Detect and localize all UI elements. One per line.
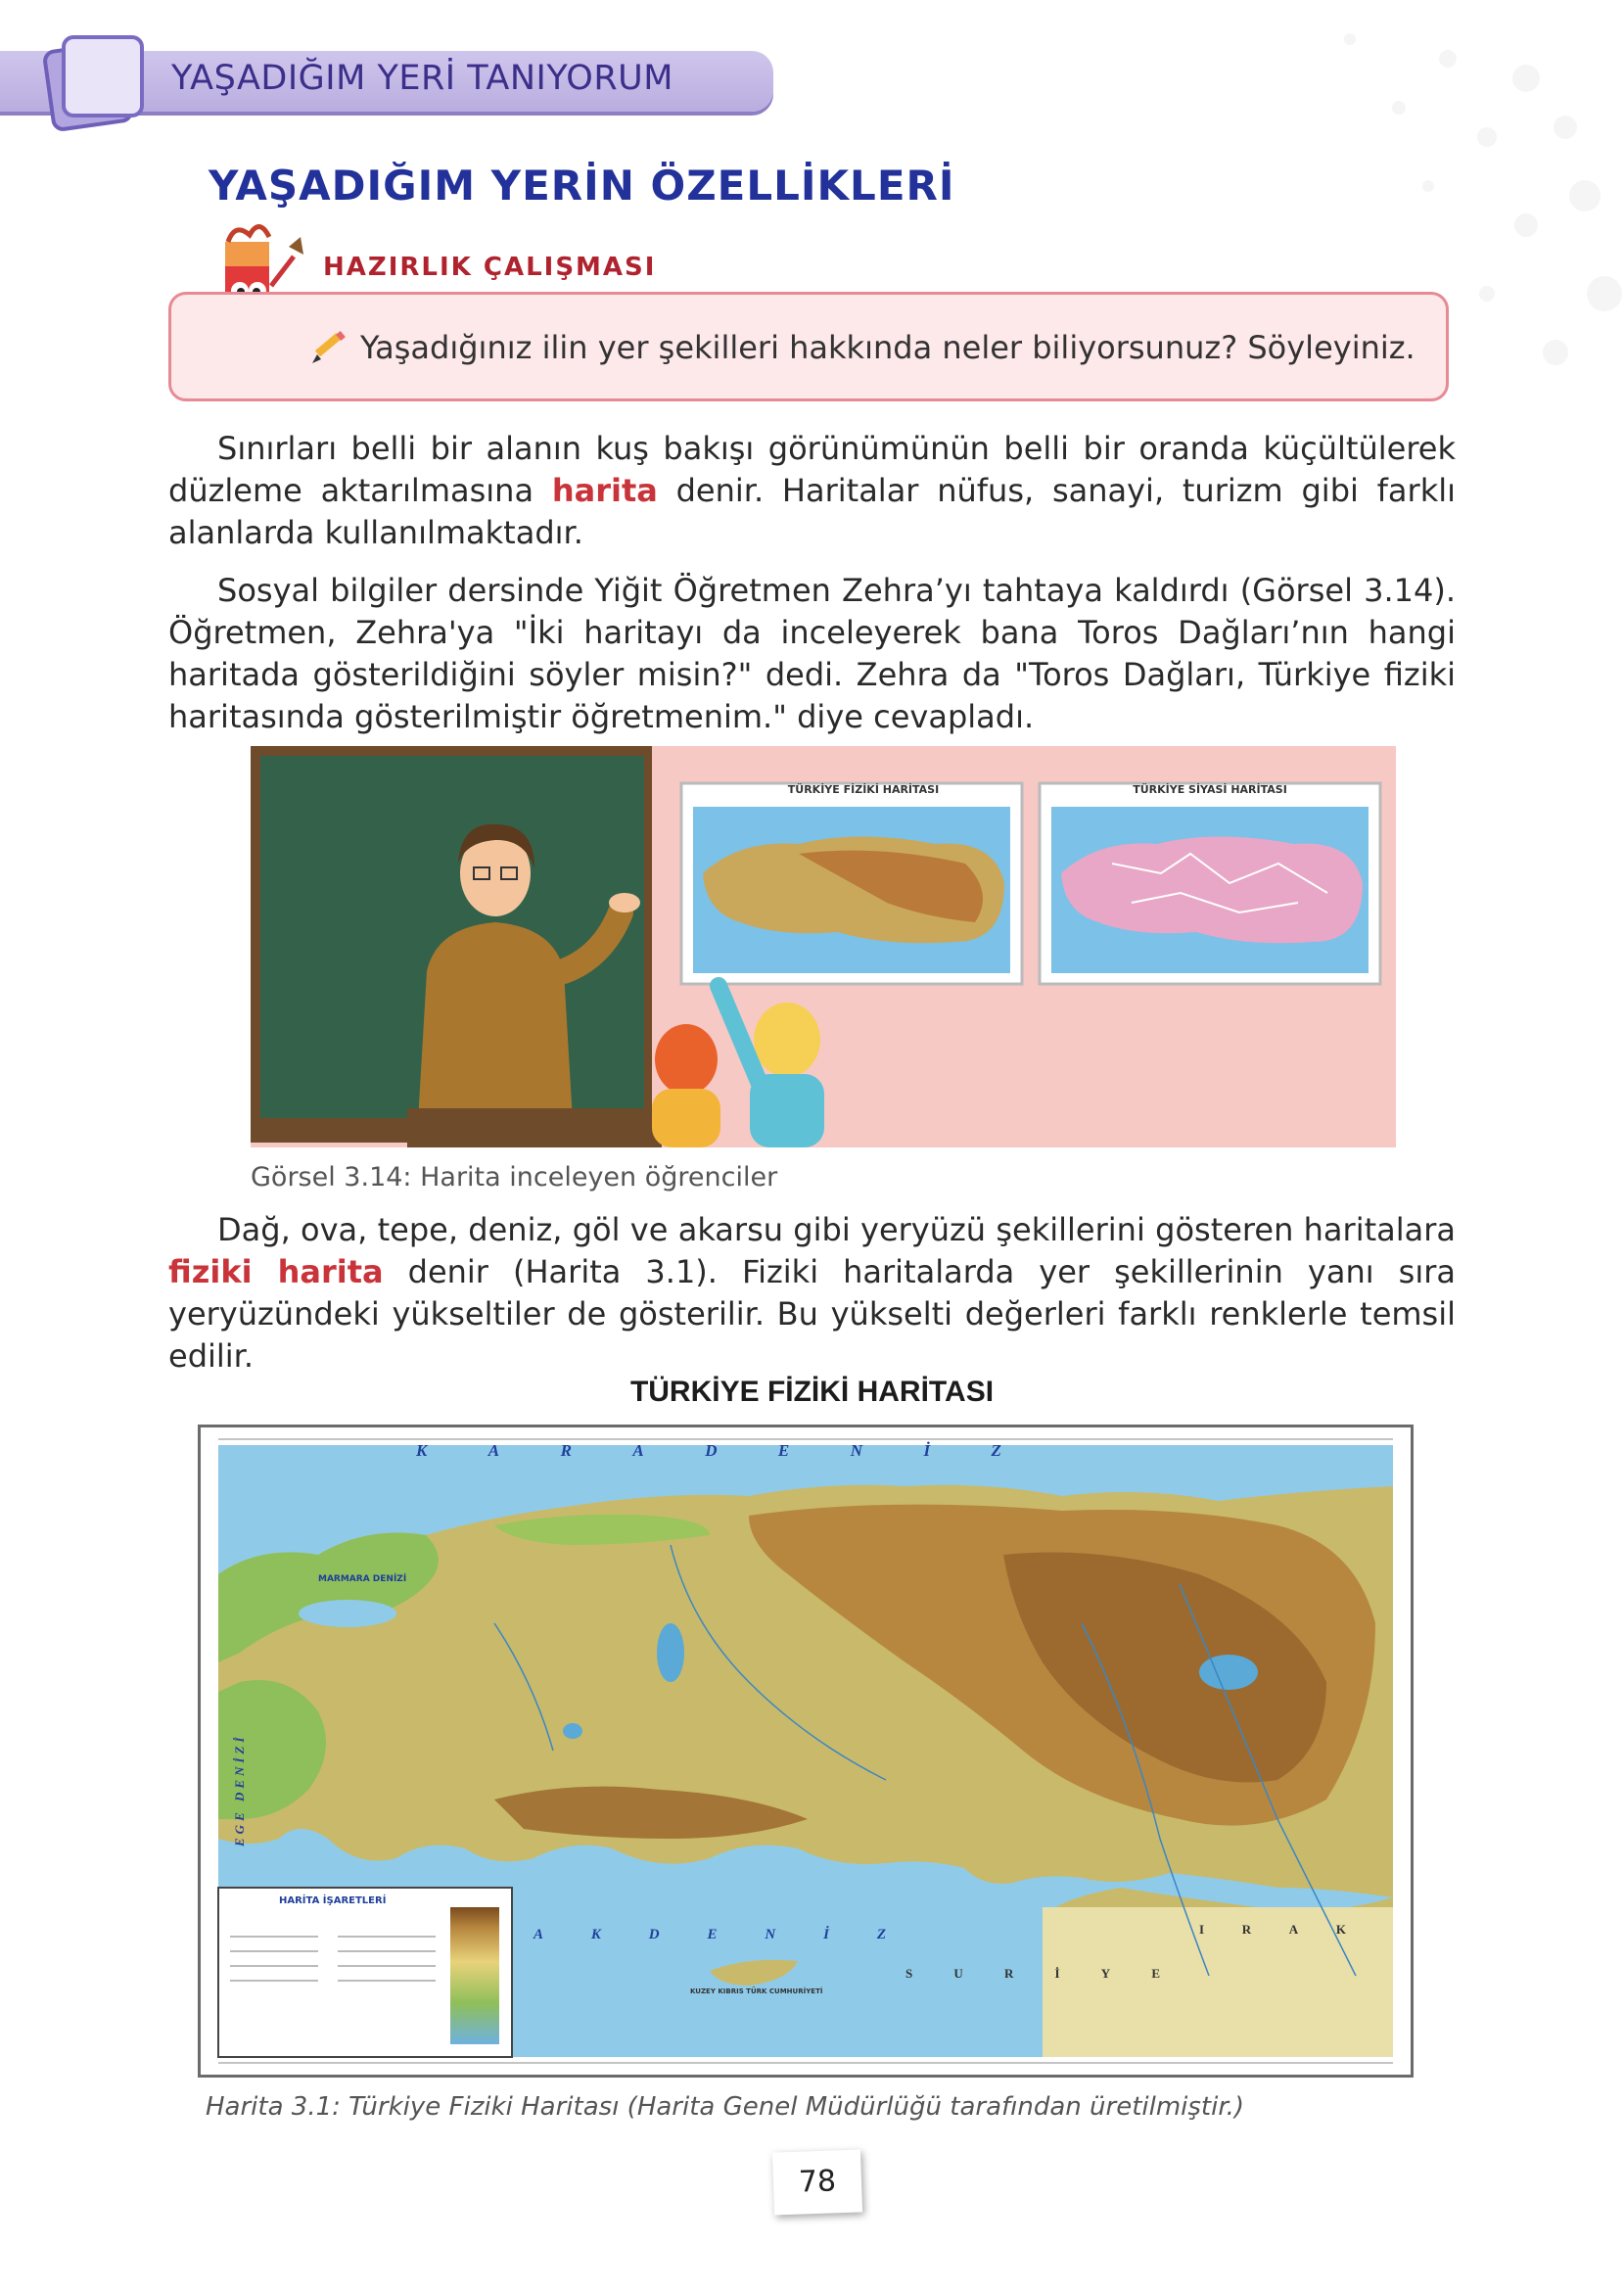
illustration-caption: Görsel 3.14: Harita inceleyen öğrenciler bbox=[251, 1162, 778, 1192]
syria-label: S U R İ Y E bbox=[905, 1966, 1160, 1981]
paragraph-text: Sosyal bilgiler dersinde Yiğit Öğretmen Zehra’yı tahtaya kaldırdı (Görsel 3.14). Öğretmen, Zehra'ya "İki haritayı da inceleyerek bana Toros Dağları’nın hangi haritada gösterildiğini söyler misin?" dedi. Zehra da "Toros Dağları, Türkiye fiziki haritasında gösterilmiştir öğretmenim." diye cevapladı. bbox=[168, 572, 1456, 735]
classroom-scene bbox=[251, 746, 1396, 1147]
illustration-map2-title: TÜRKİYE SİYASİ HARİTASI bbox=[1133, 783, 1287, 796]
illustration-map1-title: TÜRKİYE FİZİKİ HARİTASI bbox=[787, 783, 940, 796]
unit-title: YAŞADIĞIM YERİ TANIYORUM bbox=[171, 59, 673, 98]
map-graphic bbox=[201, 1427, 1411, 2075]
aegean-sea-label: EGE DENİZİ bbox=[232, 1733, 247, 1847]
mediterranean-label: A K D E N İ Z bbox=[534, 1927, 886, 1942]
marmara-sea-label: MARMARA DENİZİ bbox=[318, 1574, 407, 1584]
highlight-term: fiziki harita bbox=[168, 1253, 384, 1290]
legend-title: HARİTA İŞARETLERİ bbox=[279, 1895, 387, 1906]
pencil-icon bbox=[308, 328, 348, 367]
paragraph-physical-map bbox=[168, 1209, 1456, 1378]
preparation-label: HAZIRLIK ÇALIŞMASI bbox=[323, 253, 657, 282]
paragraph-story bbox=[168, 570, 1456, 738]
cyprus-label: KUZEY KIBRIS TÜRK CUMHURİYETİ bbox=[690, 1987, 823, 1995]
paragraph-text: Sınırları belli bir alanın kuş bakışı görünümünün belli bir oranda küçültülerek düzleme aktarılmasına bbox=[168, 430, 1456, 509]
iraq-label: I R A K bbox=[1199, 1922, 1346, 1937]
preparation-question: Yaşadığınız ilin yer şekilleri hakkında neler biliyorsunuz? Söyleyiniz. bbox=[360, 329, 1415, 366]
book-icon bbox=[39, 27, 157, 145]
map-title: TÜRKİYE FİZİKİ HARİTASI bbox=[629, 1376, 995, 1408]
highlight-term: harita bbox=[551, 472, 658, 509]
section-title: YAŞADIĞIM YERİN ÖZELLİKLERİ bbox=[209, 162, 955, 210]
map-caption: Harita 3.1: Türkiye Fiziki Haritası (Harita Genel Müdürlüğü tarafından üretilmiştir.) bbox=[206, 2092, 1245, 2122]
classroom-illustration bbox=[251, 746, 1396, 1147]
page-number: 78 bbox=[772, 2149, 862, 2215]
paragraph-text: denir (Harita 3.1). Fiziki haritalarda yer şekillerinin yanı sıra yeryüzündeki yükseltiler de gösterilir. Bu yükselti değerleri farklı renklerle temsil edilir. bbox=[168, 1253, 1457, 1375]
paragraph-text: Dağ, ova, tepe, deniz, göl ve akarsu gibi yeryüzü şekillerini gösteren haritalara bbox=[217, 1211, 1456, 1248]
turkey-physical-map bbox=[198, 1425, 1414, 2078]
paragraph-text: denir. Haritalar nüfus, sanayi, turizm gibi farklı alanlarda kullanılmaktadır. bbox=[168, 472, 1457, 551]
paragraph-definition bbox=[168, 428, 1456, 554]
black-sea-label: K A R A D E N İ Z bbox=[416, 1441, 1003, 1460]
